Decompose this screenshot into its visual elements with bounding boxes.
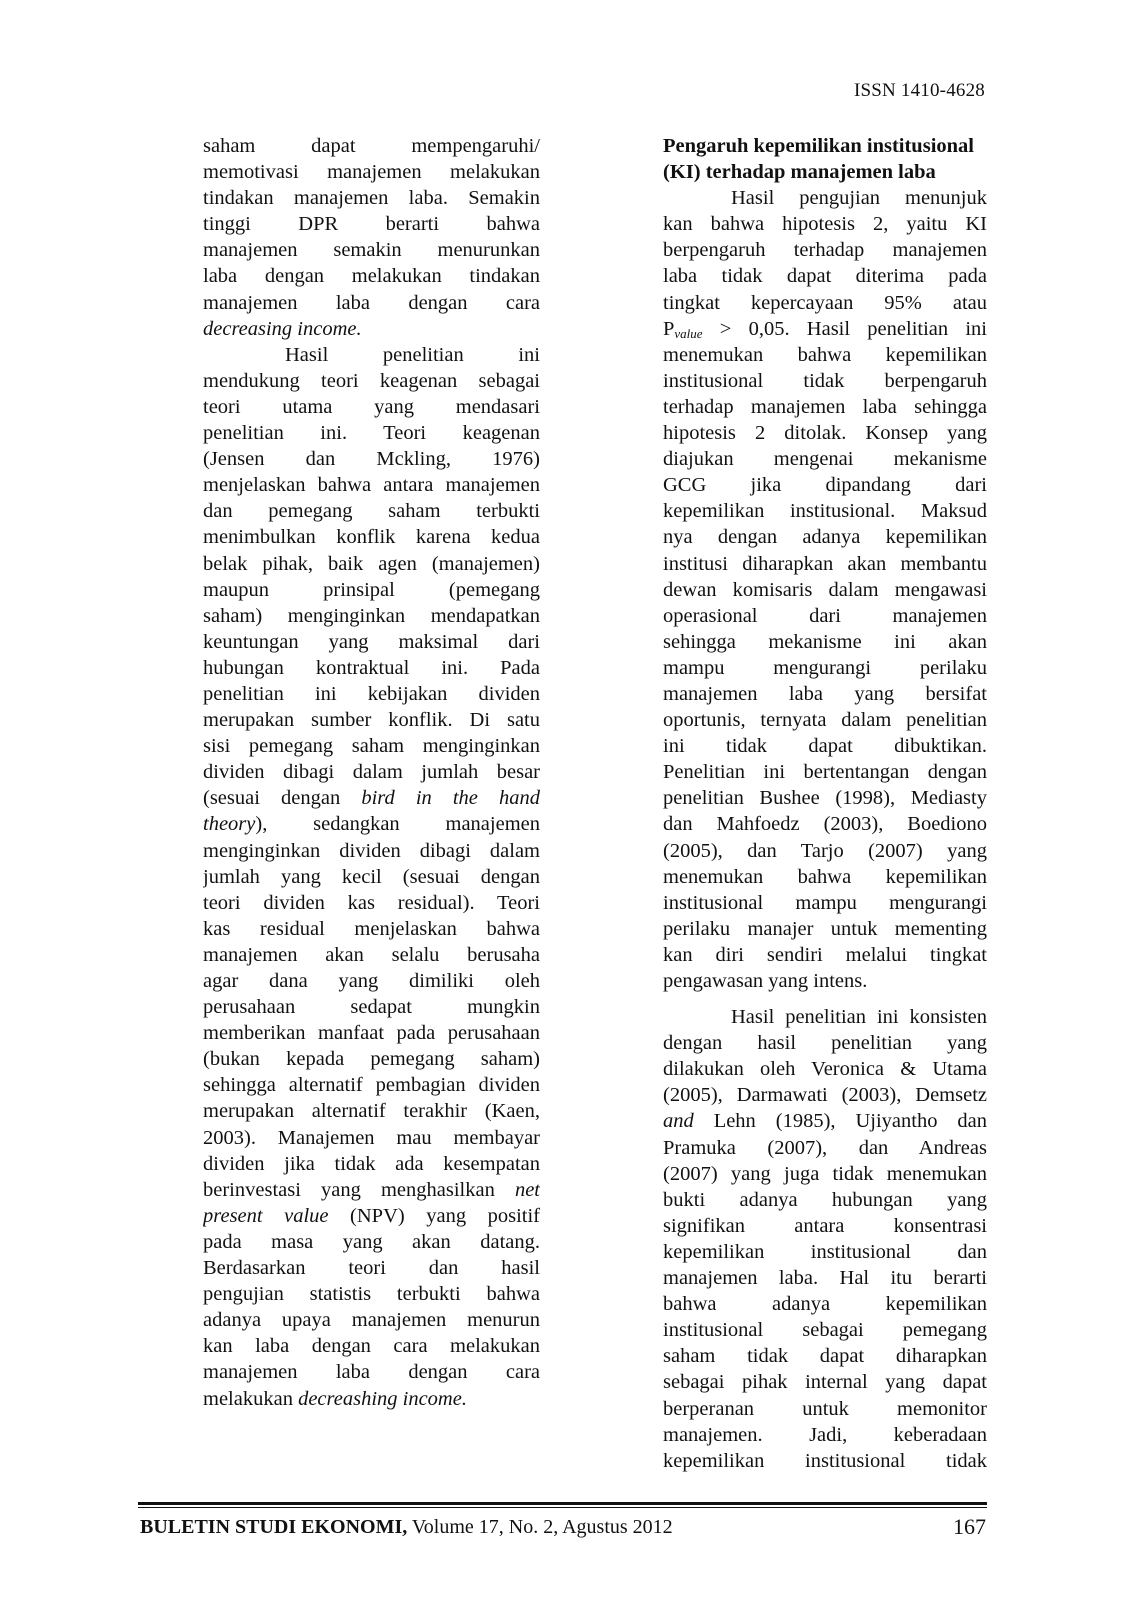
text-line: dewan komisaris dalam mengawasi — [663, 578, 987, 601]
text-line — [203, 1203, 540, 1229]
italic-term: and — [663, 1110, 694, 1133]
text-line: jumlah yang kecil (sesuai dengan — [203, 865, 540, 888]
text-line: tindakan manajemen laba. Semakin — [203, 187, 540, 210]
text-line: Pramuka (2007), dan Andreas — [663, 1136, 987, 1159]
text-line: institusional tidak berpengaruh — [663, 369, 987, 392]
text-line: institusional mampu mengurangi — [663, 891, 987, 914]
paragraph — [663, 185, 987, 994]
text-line — [663, 316, 987, 342]
text-line: Berdasarkan teori dan hasil — [203, 1257, 540, 1280]
left-column — [203, 133, 540, 1412]
text-run: (sesuai dengan — [203, 787, 362, 810]
text-line: menimbulkan konflik karena kedua — [203, 526, 540, 549]
text-line: penelitian Bushee (1998), Mediasty — [663, 787, 987, 810]
text-line: saham tidak dapat diharapkan — [663, 1345, 987, 1368]
text-line: penelitian ini. Teori keagenan — [203, 422, 540, 445]
text-line: manajemen laba yang bersifat — [663, 682, 987, 705]
text-line: mendukung teori keagenan sebagai — [203, 369, 540, 392]
text-line: agar dana yang dimiliki oleh — [203, 970, 540, 992]
text-line: menginginkan dividen dibagi dalam — [203, 839, 540, 862]
text-line: perusahaan sedapat mungkin — [203, 996, 540, 1019]
right-column — [663, 133, 987, 1474]
text-line: terhadap manajemen laba sehingga — [663, 395, 987, 418]
text-line: kepemilikan institusional tidak — [663, 1449, 987, 1472]
footer-rule-thin — [138, 1507, 987, 1508]
text-run: Lehn (1985), Ujiyantho dan — [693, 1110, 987, 1133]
text-line: saham) menginginkan mendapatkan — [203, 604, 540, 627]
text-line: bahwa adanya kepemilikan — [663, 1293, 987, 1316]
heading-line: Pengaruh kepemilikan institusional — [663, 135, 974, 157]
text-line: Hasil penelitian ini — [285, 343, 540, 366]
text-line: oportunis, ternyata dalam penelitian — [663, 709, 987, 732]
text-line: nya dengan adanya kepemilikan — [663, 526, 987, 549]
text-line: laba tidak dapat diterima pada — [663, 265, 987, 288]
text-line: hipotesis 2 ditolak. Konsep yang — [663, 422, 987, 445]
text-line: diajukan mengenai mekanisme — [663, 448, 987, 471]
text-line: 2003). Manajemen mau membayar — [203, 1126, 540, 1149]
heading-line: (KI) terhadap manajemen laba — [663, 161, 936, 184]
text-line: tingkat kepercayaan 95% atau — [663, 291, 987, 314]
italic-term: theory — [203, 813, 256, 836]
text-line: memotivasi manajemen melakukan — [203, 161, 540, 184]
text-line: Penelitian ini bertentangan dengan — [663, 761, 987, 784]
text-line: pengawasan yang intens. — [663, 970, 868, 992]
text-line: belak pihak, baik agen (manajemen) — [203, 552, 540, 575]
italic-term: present value — [203, 1204, 329, 1227]
text-line: bukti adanya hubungan yang — [663, 1188, 987, 1211]
text-line: sebagai pihak internal yang dapat — [663, 1371, 987, 1394]
text-line: manajemen laba dengan cara — [203, 291, 540, 314]
text-line: sisi pemegang saham menginginkan — [203, 735, 540, 758]
text-line: decreasing income. — [203, 317, 362, 340]
text-line: manajemen laba. Hal itu berarti — [663, 1267, 987, 1290]
text-run: P — [663, 317, 675, 340]
text-run: (NPV) yang positif — [328, 1204, 540, 1227]
text-line: kepemilikan institusional dan — [663, 1240, 987, 1263]
text-line: saham dapat mempengaruhi/ — [203, 135, 540, 157]
paragraph — [663, 1004, 987, 1474]
text-line — [203, 811, 540, 837]
paragraph — [203, 342, 540, 1412]
text-line: signifikan antara konsentrasi — [663, 1214, 987, 1237]
text-line: manajemen akan selalu berusaha — [203, 943, 540, 966]
text-run: ), sedangkan manajemen — [255, 813, 540, 836]
text-line: maupun prinsipal (pemegang — [203, 578, 540, 601]
text-line: dan pemegang saham terbukti — [203, 500, 540, 523]
text-line: (2005), dan Tarjo (2007) yang — [663, 839, 987, 862]
text-line: berperanan untuk memonitor — [663, 1397, 987, 1420]
text-line: menemukan bahwa kepemilikan — [663, 865, 987, 888]
text-line: dan Mahfoedz (2003), Boediono — [663, 813, 987, 836]
text-line: menemukan bahwa kepemilikan — [663, 343, 987, 366]
text-line: operasional dari manajemen — [663, 604, 987, 627]
footer-citation — [140, 1516, 673, 1539]
text-line: (Jensen dan Mckling, 1976) — [203, 448, 540, 471]
text-line: merupakan sumber konflik. Di satu — [203, 709, 540, 732]
text-line: dengan hasil penelitian yang — [663, 1032, 987, 1055]
text-line: manajemen laba dengan cara — [203, 1361, 540, 1384]
text-line — [203, 1386, 540, 1412]
text-run: > 0,05. Hasil penelitian ini — [702, 317, 987, 340]
text-line: adanya upaya manajemen menurun — [203, 1309, 540, 1332]
text-line: sehingga mekanisme ini akan — [663, 630, 987, 653]
text-line: pada masa yang akan datang. — [203, 1230, 540, 1253]
text-line: kan laba dengan cara melakukan — [203, 1335, 540, 1358]
text-line: dividen jika tidak ada kesempatan — [203, 1152, 540, 1175]
journal-name: BULETIN STUDI EKONOMI, — [140, 1516, 408, 1538]
text-line: (2005), Darmawati (2003), Demsetz — [663, 1084, 987, 1107]
text-line: merupakan alternatif terakhir (Kaen, — [203, 1100, 540, 1123]
text-line: penelitian ini kebijakan dividen — [203, 682, 540, 705]
journal-issue: Volume 17, No. 2, Agustus 2012 — [407, 1516, 673, 1538]
text-line: memberikan manfaat pada perusahaan — [203, 1022, 540, 1045]
text-line: institusional sebagai pemegang — [663, 1319, 987, 1342]
subscript: value — [674, 325, 703, 341]
text-line: tinggi DPR berarti bahwa — [203, 213, 540, 236]
text-line: kas residual menjelaskan bahwa — [203, 917, 540, 940]
text-line: hubungan kontraktual ini. Pada — [203, 656, 540, 679]
paragraph — [203, 133, 540, 342]
italic-term: bird in the hand — [361, 787, 540, 810]
text-line: teori dividen kas residual). Teori — [203, 891, 540, 914]
text-line: ini tidak dapat dibuktikan. — [663, 735, 987, 758]
text-line: menjelaskan bahwa antara manajemen — [203, 474, 540, 497]
text-line: kepemilikan institusional. Maksud — [663, 500, 987, 523]
text-line: teori utama yang mendasari — [203, 395, 540, 418]
text-line: berpengaruh terhadap manajemen — [663, 239, 987, 262]
text-line — [663, 1108, 987, 1134]
text-line: keuntungan yang maksimal dari — [203, 630, 540, 653]
footer-rule-thick — [138, 1502, 987, 1505]
page-number: 167 — [953, 1514, 986, 1539]
text-line — [203, 785, 540, 811]
text-line: manajemen. Jadi, keberadaan — [663, 1423, 987, 1446]
text-line — [203, 1177, 540, 1203]
text-line: pengujian statistis terbukti bahwa — [203, 1283, 540, 1306]
text-line: (bukan kepada pemegang saham) — [203, 1048, 540, 1071]
text-run: berinvestasi yang menghasilkan — [203, 1178, 515, 1201]
text-line: laba dengan melakukan tindakan — [203, 265, 540, 288]
text-line: (2007) yang juga tidak menemukan — [663, 1162, 987, 1185]
text-line: sehingga alternatif pembagian dividen — [203, 1074, 540, 1097]
text-line: Hasil penelitian ini konsisten — [731, 1006, 987, 1029]
text-line: kan diri sendiri melalui tingkat — [663, 943, 987, 966]
text-line: mampu mengurangi perilaku — [663, 656, 987, 679]
text-run: melakukan — [203, 1387, 299, 1410]
section-heading — [663, 133, 987, 185]
italic-term: net — [514, 1178, 540, 1201]
text-line: perilaku manajer untuk mementing — [663, 917, 987, 940]
paragraph-gap — [663, 994, 987, 1004]
text-line: Hasil pengujian menunjuk — [731, 187, 987, 210]
text-line: manajemen semakin menurunkan — [203, 239, 540, 262]
italic-term: decreashing income. — [298, 1387, 467, 1410]
text-line: dividen dibagi dalam jumlah besar — [203, 761, 540, 784]
text-line: GCG jika dipandang dari — [663, 474, 987, 497]
text-line: kan bahwa hipotesis 2, yaitu KI — [663, 213, 987, 236]
text-line: dilakukan oleh Veronica & Utama — [663, 1058, 987, 1081]
text-line: institusi diharapkan akan membantu — [663, 552, 987, 575]
issn-header: ISSN 1410-4628 — [853, 80, 985, 101]
